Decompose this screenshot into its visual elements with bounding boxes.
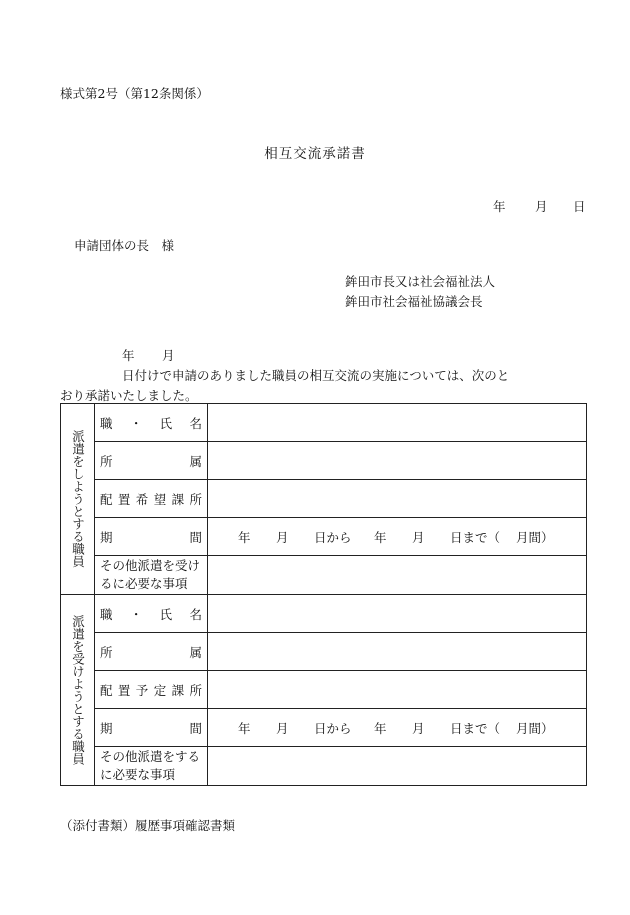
g2-other-value[interactable]	[208, 747, 587, 786]
g1-period-month2: 月	[412, 529, 425, 545]
body-text	[60, 346, 585, 406]
g1-period-year2: 年	[374, 529, 387, 545]
g2-name-value[interactable]	[208, 595, 587, 633]
g1-placement-value[interactable]	[208, 480, 587, 518]
g2-period-month2: 月	[412, 720, 425, 736]
consent-table	[60, 403, 587, 786]
g2-period-year: 年	[238, 720, 251, 736]
g1-period-label: 期間	[95, 518, 208, 556]
g2-period-year2: 年	[374, 720, 387, 736]
body-line-2: おり承諾いたしました。	[60, 388, 198, 403]
g2-period-from: 日から	[314, 720, 352, 736]
g2-period-value[interactable]	[208, 709, 587, 747]
form-number: 様式第2号（第12条関係）	[60, 86, 209, 101]
g1-other-label: その他派遣を受けるに必要な事項	[95, 556, 208, 595]
date-line	[493, 197, 586, 215]
g2-period-months: 月間）	[516, 720, 554, 736]
g2-affiliation-label: 所属	[95, 633, 208, 671]
g2-period-until: 日まで（	[450, 720, 501, 736]
body-line-1-rest: 日付けで申請のありました職員の相互交流の実施については、次のと	[122, 368, 510, 383]
g1-period-month: 月	[276, 529, 289, 545]
body-line-1	[60, 346, 585, 386]
g1-other-value[interactable]	[208, 556, 587, 595]
issuer-block	[345, 272, 495, 312]
issuer-line-2: 鉾田市社会福祉協議会長	[345, 294, 483, 309]
group-2-heading: 派遣を受けようとする職員	[70, 615, 86, 765]
g1-period-value[interactable]	[208, 518, 587, 556]
date-year: 年	[493, 199, 506, 214]
addressee: 申請団体の長 様	[74, 238, 175, 253]
document-title: 相互交流承諾書	[264, 146, 366, 162]
group-2-heading-cell	[61, 595, 95, 786]
g2-affiliation-value[interactable]	[208, 633, 587, 671]
date-day: 日	[573, 199, 586, 214]
g2-period-label: 期間	[95, 709, 208, 747]
g1-affiliation-value[interactable]	[208, 442, 587, 480]
g1-affiliation-label: 所属	[95, 442, 208, 480]
g1-period-months: 月間）	[516, 529, 554, 545]
g1-period-from: 日から	[314, 529, 352, 545]
attachments-note: （添付書類）履歴事項確認書類	[60, 818, 236, 833]
body-year: 年	[122, 348, 135, 363]
g2-other-label: その他派遣をするに必要な事項	[95, 747, 208, 786]
g2-name-label: 職・氏名	[95, 595, 208, 633]
g1-name-label: 職・氏名	[95, 404, 208, 442]
g2-placement-value[interactable]	[208, 671, 587, 709]
issuer-line-1: 鉾田市長又は社会福祉法人	[345, 274, 496, 289]
g1-name-value[interactable]	[208, 404, 587, 442]
g2-period-month: 月	[276, 720, 289, 736]
g1-period-until: 日まで（	[450, 529, 501, 545]
body-month: 月	[162, 348, 175, 363]
g1-period-year: 年	[238, 529, 251, 545]
group-1-heading-cell	[61, 404, 95, 595]
group-1-heading: 派遣をしようとする職員	[70, 430, 86, 568]
date-month: 月	[535, 199, 548, 214]
g1-placement-label: 配置希望課所	[95, 480, 208, 518]
g2-placement-label: 配置予定課所	[95, 671, 208, 709]
